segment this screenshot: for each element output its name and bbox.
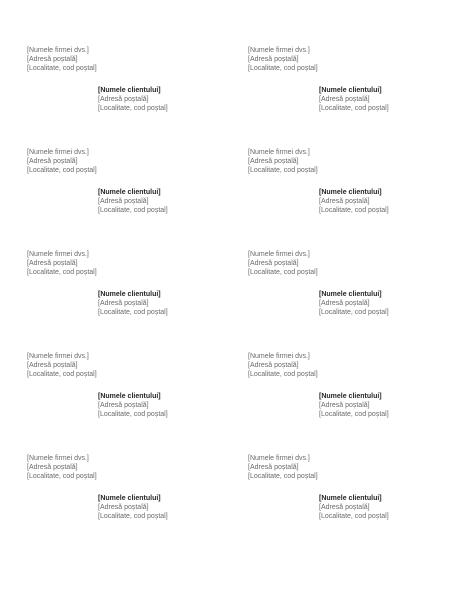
mailing-label [27,250,227,350]
recipient-address: [Adresă poștală] [319,198,370,205]
sender-city: [Localitate, cod poștal] [27,65,97,72]
sender-company: [Numele firmei dvs.] [27,149,89,156]
sender-address: [Adresă poștală] [248,56,299,63]
sender-address: [Adresă poștală] [27,362,78,369]
recipient-name: [Numele clientului] [98,393,161,400]
mailing-label [248,454,448,554]
mailing-label [27,352,227,452]
sender-company: [Numele firmei dvs.] [27,251,89,258]
recipient-block [98,290,168,317]
recipient-address: [Adresă poștală] [98,504,149,511]
sender-company: [Numele firmei dvs.] [27,47,89,54]
sender-block [248,148,318,175]
sender-block [248,250,318,277]
recipient-name: [Numele clientului] [319,291,382,298]
recipient-block [98,392,168,419]
mailing-label [27,46,227,146]
sender-city: [Localitate, cod poștal] [248,371,318,378]
mailing-label [248,352,448,452]
sender-company: [Numele firmei dvs.] [248,47,310,54]
sender-city: [Localitate, cod poștal] [248,65,318,72]
recipient-city: [Localitate, cod poștal] [98,513,168,520]
mailing-label [27,148,227,248]
sender-address: [Adresă poștală] [27,56,78,63]
recipient-name: [Numele clientului] [98,291,161,298]
sender-block [248,454,318,481]
recipient-city: [Localitate, cod poștal] [98,411,168,418]
mailing-label [248,46,448,146]
sender-address: [Adresă poștală] [27,464,78,471]
recipient-address: [Adresă poștală] [319,300,370,307]
sender-company: [Numele firmei dvs.] [27,455,89,462]
mailing-label [248,148,448,248]
recipient-address: [Adresă poștală] [98,96,149,103]
recipient-name: [Numele clientului] [319,87,382,94]
sender-address: [Adresă poștală] [248,362,299,369]
sender-address: [Adresă poștală] [248,260,299,267]
sender-city: [Localitate, cod poștal] [248,269,318,276]
sender-company: [Numele firmei dvs.] [248,251,310,258]
recipient-name: [Numele clientului] [319,393,382,400]
recipient-block [98,86,168,113]
recipient-block [319,392,389,419]
recipient-city: [Localitate, cod poștal] [98,309,168,316]
sender-block [27,250,97,277]
sender-block [248,352,318,379]
sender-block [27,454,97,481]
recipient-address: [Adresă poștală] [98,402,149,409]
sender-address: [Adresă poștală] [27,158,78,165]
recipient-address: [Adresă poștală] [98,300,149,307]
recipient-city: [Localitate, cod poștal] [319,105,389,112]
sender-city: [Localitate, cod poștal] [27,473,97,480]
sender-block [27,46,97,73]
sender-city: [Localitate, cod poștal] [27,371,97,378]
sender-company: [Numele firmei dvs.] [27,353,89,360]
recipient-block [319,290,389,317]
recipient-city: [Localitate, cod poștal] [319,411,389,418]
recipient-block [319,188,389,215]
sender-company: [Numele firmei dvs.] [248,455,310,462]
sender-city: [Localitate, cod poștal] [248,167,318,174]
sender-city: [Localitate, cod poștal] [27,167,97,174]
recipient-city: [Localitate, cod poștal] [319,513,389,520]
mailing-label [27,454,227,554]
recipient-block [319,86,389,113]
sender-company: [Numele firmei dvs.] [248,149,310,156]
sender-company: [Numele firmei dvs.] [248,353,310,360]
sender-block [27,352,97,379]
recipient-name: [Numele clientului] [319,495,382,502]
sender-city: [Localitate, cod poștal] [27,269,97,276]
recipient-block [319,494,389,521]
recipient-city: [Localitate, cod poștal] [319,309,389,316]
recipient-city: [Localitate, cod poștal] [98,105,168,112]
sender-address: [Adresă poștală] [27,260,78,267]
sender-block [27,148,97,175]
recipient-address: [Adresă poștală] [98,198,149,205]
recipient-address: [Adresă poștală] [319,402,370,409]
recipient-name: [Numele clientului] [319,189,382,196]
recipient-block [98,494,168,521]
mailing-label [248,250,448,350]
sender-block [248,46,318,73]
recipient-address: [Adresă poștală] [319,96,370,103]
recipient-address: [Adresă poștală] [319,504,370,511]
recipient-name: [Numele clientului] [98,495,161,502]
sender-address: [Adresă poștală] [248,464,299,471]
sender-address: [Adresă poștală] [248,158,299,165]
recipient-city: [Localitate, cod poștal] [98,207,168,214]
recipient-block [98,188,168,215]
recipient-city: [Localitate, cod poștal] [319,207,389,214]
sender-city: [Localitate, cod poștal] [248,473,318,480]
recipient-name: [Numele clientului] [98,87,161,94]
recipient-name: [Numele clientului] [98,189,161,196]
